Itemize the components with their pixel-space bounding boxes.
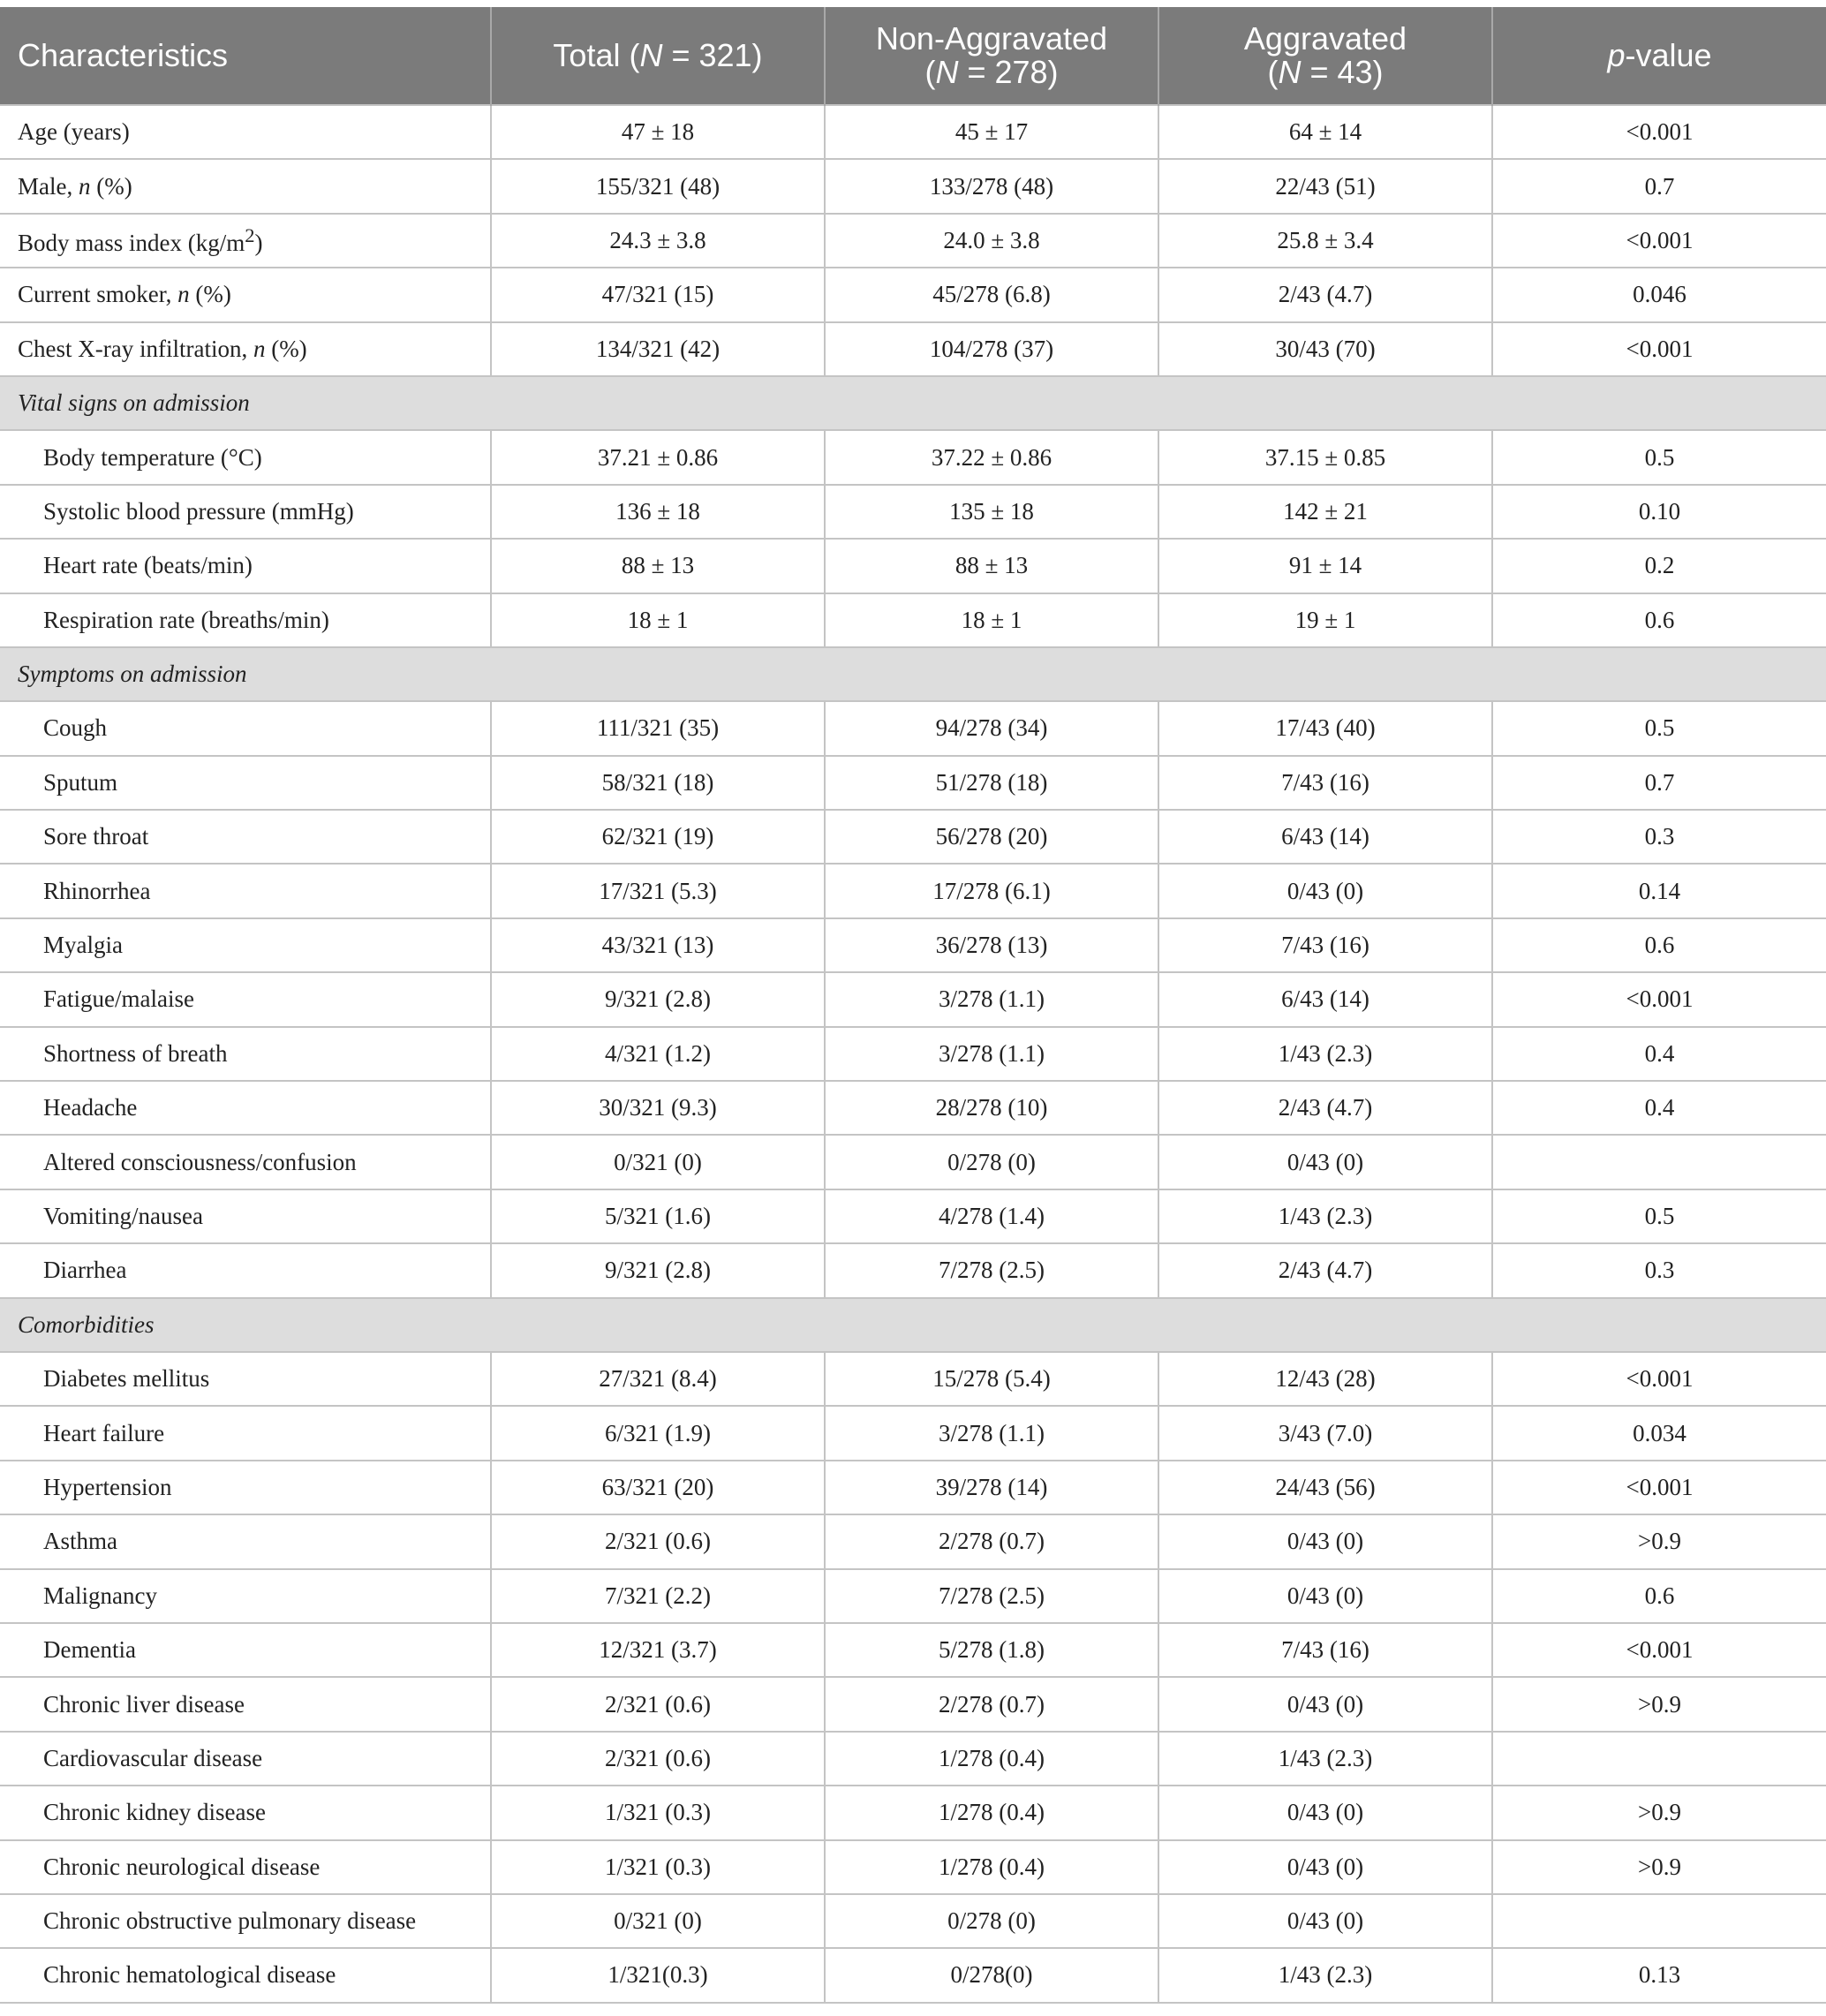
cell-aggravated: 37.15 ± 0.85 bbox=[1158, 430, 1492, 484]
table-row bbox=[0, 1948, 1826, 2002]
row-label: Chronic kidney disease bbox=[0, 1786, 491, 1839]
row-label: Dementia bbox=[0, 1623, 491, 1677]
cell-aggravated: 0/43 (0) bbox=[1158, 1677, 1492, 1731]
cell-total: 37.21 ± 0.86 bbox=[491, 430, 825, 484]
cell-p-value: 0.6 bbox=[1492, 918, 1826, 972]
row-label: Systolic blood pressure (mmHg) bbox=[0, 485, 491, 539]
cell-p-value: <0.001 bbox=[1492, 1461, 1826, 1514]
cell-p-value: 0.7 bbox=[1492, 756, 1826, 810]
cell-aggravated: 0/43 (0) bbox=[1158, 1569, 1492, 1623]
table-row bbox=[0, 593, 1826, 647]
cell-non-aggravated: 37.22 ± 0.86 bbox=[825, 430, 1158, 484]
cell-total: 17/321 (5.3) bbox=[491, 864, 825, 917]
row-label: Cardiovascular disease bbox=[0, 1732, 491, 1786]
cell-p-value: >0.9 bbox=[1492, 1840, 1826, 1894]
cell-non-aggravated: 104/278 (37) bbox=[825, 322, 1158, 376]
header-characteristics: Characteristics bbox=[0, 7, 491, 105]
row-chest-xray bbox=[0, 322, 1826, 376]
cell-total: 5/321 (1.6) bbox=[491, 1189, 825, 1243]
row-label: Heart rate (beats/min) bbox=[0, 539, 491, 593]
characteristics-table bbox=[0, 7, 1826, 2004]
cell-non-aggravated: 56/278 (20) bbox=[825, 810, 1158, 864]
row-label: Fatigue/malaise bbox=[0, 972, 491, 1026]
section-header-row bbox=[0, 647, 1826, 701]
cell-p-value: >0.9 bbox=[1492, 1786, 1826, 1839]
cell-aggravated: 1/43 (2.3) bbox=[1158, 1027, 1492, 1081]
cell-non-aggravated: 7/278 (2.5) bbox=[825, 1569, 1158, 1623]
cell-p-value: 0.3 bbox=[1492, 1243, 1826, 1297]
cell-p-value bbox=[1492, 1894, 1826, 1948]
cell-total: 2/321 (0.6) bbox=[491, 1732, 825, 1786]
cell-total: 1/321(0.3) bbox=[491, 1948, 825, 2002]
cell-p-value: 0.7 bbox=[1492, 159, 1826, 213]
row-label: Hypertension bbox=[0, 1461, 491, 1514]
row-label: Asthma bbox=[0, 1514, 491, 1568]
cell-p-value: 0.5 bbox=[1492, 701, 1826, 755]
cell-p-value: 0.2 bbox=[1492, 539, 1826, 593]
cell-p-value: <0.001 bbox=[1492, 972, 1826, 1026]
row-label: Myalgia bbox=[0, 918, 491, 972]
cell-total: 2/321 (0.6) bbox=[491, 1514, 825, 1568]
cell-total: 155/321 (48) bbox=[491, 159, 825, 213]
cell-aggravated: 22/43 (51) bbox=[1158, 159, 1492, 213]
header-non-aggravated: Non-Aggravated (N = 278) bbox=[825, 7, 1158, 105]
row-male bbox=[0, 159, 1826, 213]
cell-total: 134/321 (42) bbox=[491, 322, 825, 376]
table-row bbox=[0, 1894, 1826, 1948]
cell-total: 0/321 (0) bbox=[491, 1135, 825, 1189]
cell-p-value: >0.9 bbox=[1492, 1677, 1826, 1731]
cell-p-value: 0.5 bbox=[1492, 1189, 1826, 1243]
table-row bbox=[0, 1189, 1826, 1243]
cell-non-aggravated: 28/278 (10) bbox=[825, 1081, 1158, 1135]
cell-aggravated: 7/43 (16) bbox=[1158, 756, 1492, 810]
table-row bbox=[0, 918, 1826, 972]
header-row bbox=[0, 7, 1826, 105]
row-label: Sputum bbox=[0, 756, 491, 810]
cell-non-aggravated: 39/278 (14) bbox=[825, 1461, 1158, 1514]
table-row bbox=[0, 1677, 1826, 1731]
table-row bbox=[0, 1243, 1826, 1297]
header-aggravated: Aggravated (N = 43) bbox=[1158, 7, 1492, 105]
cell-total: 111/321 (35) bbox=[491, 701, 825, 755]
row-label: Chest X-ray infiltration, n (%) bbox=[0, 322, 491, 376]
row-label: Chronic obstructive pulmonary disease bbox=[0, 1894, 491, 1948]
cell-total: 30/321 (9.3) bbox=[491, 1081, 825, 1135]
cell-total: 0/321 (0) bbox=[491, 1894, 825, 1948]
cell-total: 9/321 (2.8) bbox=[491, 1243, 825, 1297]
cell-p-value: 0.13 bbox=[1492, 1948, 1826, 2002]
cell-aggravated: 142 ± 21 bbox=[1158, 485, 1492, 539]
cell-p-value: 0.6 bbox=[1492, 1569, 1826, 1623]
cell-total: 7/321 (2.2) bbox=[491, 1569, 825, 1623]
cell-non-aggravated: 0/278 (0) bbox=[825, 1894, 1158, 1948]
table-row bbox=[0, 1623, 1826, 1677]
cell-aggravated: 6/43 (14) bbox=[1158, 972, 1492, 1026]
cell-total: 43/321 (13) bbox=[491, 918, 825, 972]
cell-non-aggravated: 36/278 (13) bbox=[825, 918, 1158, 972]
row-label: Diarrhea bbox=[0, 1243, 491, 1297]
row-label: Body mass index $(kg/m^2)$ bbox=[0, 214, 491, 268]
cell-p-value: >0.9 bbox=[1492, 1514, 1826, 1568]
table-row bbox=[0, 1081, 1826, 1135]
cell-p-value: <0.001 bbox=[1492, 214, 1826, 268]
row-label: Chronic hematological disease bbox=[0, 1948, 491, 2002]
header-p-value: p-value bbox=[1492, 7, 1826, 105]
table-row bbox=[0, 864, 1826, 917]
cell-non-aggravated: 24.0 ± 3.8 bbox=[825, 214, 1158, 268]
cell-p-value: 0.14 bbox=[1492, 864, 1826, 917]
cell-total: 62/321 (19) bbox=[491, 810, 825, 864]
row-label: Current smoker, n (%) bbox=[0, 268, 491, 321]
cell-aggravated: 2/43 (4.7) bbox=[1158, 1243, 1492, 1297]
row-label: Rhinorrhea bbox=[0, 864, 491, 917]
cell-p-value: 0.4 bbox=[1492, 1027, 1826, 1081]
cell-p-value: <0.001 bbox=[1492, 322, 1826, 376]
table-row bbox=[0, 972, 1826, 1026]
cell-aggravated: 0/43 (0) bbox=[1158, 1135, 1492, 1189]
cell-aggravated: 0/43 (0) bbox=[1158, 864, 1492, 917]
cell-aggravated: 30/43 (70) bbox=[1158, 322, 1492, 376]
cell-non-aggravated: 2/278 (0.7) bbox=[825, 1677, 1158, 1731]
cell-non-aggravated: 88 ± 13 bbox=[825, 539, 1158, 593]
row-label: Chronic neurological disease bbox=[0, 1840, 491, 1894]
cell-non-aggravated: 5/278 (1.8) bbox=[825, 1623, 1158, 1677]
cell-total: 63/321 (20) bbox=[491, 1461, 825, 1514]
cell-aggravated: 1/43 (2.3) bbox=[1158, 1189, 1492, 1243]
cell-aggravated: 7/43 (16) bbox=[1158, 1623, 1492, 1677]
cell-non-aggravated: 18 ± 1 bbox=[825, 593, 1158, 647]
table-row bbox=[0, 1461, 1826, 1514]
cell-non-aggravated: 0/278(0) bbox=[825, 1948, 1158, 2002]
row-label: Vomiting/nausea bbox=[0, 1189, 491, 1243]
cell-p-value bbox=[1492, 1135, 1826, 1189]
cell-aggravated: 7/43 (16) bbox=[1158, 918, 1492, 972]
cell-aggravated: 6/43 (14) bbox=[1158, 810, 1492, 864]
row-label: Age (years) bbox=[0, 105, 491, 159]
table-row bbox=[0, 1514, 1826, 1568]
table-row bbox=[0, 1352, 1826, 1406]
cell-total: 2/321 (0.6) bbox=[491, 1677, 825, 1731]
cell-aggravated: 12/43 (28) bbox=[1158, 1352, 1492, 1406]
cell-aggravated: 0/43 (0) bbox=[1158, 1840, 1492, 1894]
cell-non-aggravated: 3/278 (1.1) bbox=[825, 1406, 1158, 1460]
table-row bbox=[0, 701, 1826, 755]
cell-total: 18 ± 1 bbox=[491, 593, 825, 647]
section-header-row bbox=[0, 1298, 1826, 1352]
table-row bbox=[0, 756, 1826, 810]
cell-p-value: <0.001 bbox=[1492, 105, 1826, 159]
cell-non-aggravated: 51/278 (18) bbox=[825, 756, 1158, 810]
cell-total: 47 ± 18 bbox=[491, 105, 825, 159]
cell-total: 9/321 (2.8) bbox=[491, 972, 825, 1026]
section-title: Vital signs on admission bbox=[0, 376, 1826, 430]
cell-total: 6/321 (1.9) bbox=[491, 1406, 825, 1460]
row-label: Sore throat bbox=[0, 810, 491, 864]
row-current-smoker bbox=[0, 268, 1826, 321]
table-row bbox=[0, 539, 1826, 593]
table-row bbox=[0, 1027, 1826, 1081]
cell-non-aggravated: 15/278 (5.4) bbox=[825, 1352, 1158, 1406]
cell-non-aggravated: 4/278 (1.4) bbox=[825, 1189, 1158, 1243]
cell-non-aggravated: 0/278 (0) bbox=[825, 1135, 1158, 1189]
cell-non-aggravated: 7/278 (2.5) bbox=[825, 1243, 1158, 1297]
row-label: Cough bbox=[0, 701, 491, 755]
cell-non-aggravated: 3/278 (1.1) bbox=[825, 972, 1158, 1026]
cell-total: 4/321 (1.2) bbox=[491, 1027, 825, 1081]
row-label: Body temperature (°C) bbox=[0, 430, 491, 484]
cell-aggravated: 0/43 (0) bbox=[1158, 1786, 1492, 1839]
cell-aggravated: 1/43 (2.3) bbox=[1158, 1732, 1492, 1786]
table-row bbox=[0, 430, 1826, 484]
cell-p-value: 0.5 bbox=[1492, 430, 1826, 484]
cell-total: 58/321 (18) bbox=[491, 756, 825, 810]
cell-total: 27/321 (8.4) bbox=[491, 1352, 825, 1406]
cell-aggravated: 2/43 (4.7) bbox=[1158, 268, 1492, 321]
cell-total: 136 ± 18 bbox=[491, 485, 825, 539]
cell-p-value: 0.4 bbox=[1492, 1081, 1826, 1135]
cell-aggravated: 3/43 (7.0) bbox=[1158, 1406, 1492, 1460]
row-age bbox=[0, 105, 1826, 159]
cell-aggravated: 19 ± 1 bbox=[1158, 593, 1492, 647]
cell-aggravated: 24/43 (56) bbox=[1158, 1461, 1492, 1514]
cell-aggravated: 1/43 (2.3) bbox=[1158, 1948, 1492, 2002]
cell-non-aggravated: 1/278 (0.4) bbox=[825, 1732, 1158, 1786]
row-label: Male, n (%) bbox=[0, 159, 491, 213]
cell-non-aggravated: 1/278 (0.4) bbox=[825, 1840, 1158, 1894]
table-row bbox=[0, 1569, 1826, 1623]
section-header-row bbox=[0, 376, 1826, 430]
cell-total: 47/321 (15) bbox=[491, 268, 825, 321]
row-label: Malignancy bbox=[0, 1569, 491, 1623]
section-title: Comorbidities bbox=[0, 1298, 1826, 1352]
row-label: Respiration rate (breaths/min) bbox=[0, 593, 491, 647]
row-label: Diabetes mellitus bbox=[0, 1352, 491, 1406]
row-label: Shortness of breath bbox=[0, 1027, 491, 1081]
cell-p-value: 0.6 bbox=[1492, 593, 1826, 647]
section-title: Symptoms on admission bbox=[0, 647, 1826, 701]
cell-p-value bbox=[1492, 1732, 1826, 1786]
table-row bbox=[0, 1406, 1826, 1460]
table-row bbox=[0, 485, 1826, 539]
cell-aggravated: 25.8 ± 3.4 bbox=[1158, 214, 1492, 268]
cell-non-aggravated: 17/278 (6.1) bbox=[825, 864, 1158, 917]
table-row bbox=[0, 1135, 1826, 1189]
cell-p-value: 0.046 bbox=[1492, 268, 1826, 321]
cell-non-aggravated: 1/278 (0.4) bbox=[825, 1786, 1158, 1839]
cell-non-aggravated: 45/278 (6.8) bbox=[825, 268, 1158, 321]
cell-aggravated: 2/43 (4.7) bbox=[1158, 1081, 1492, 1135]
cell-p-value: 0.034 bbox=[1492, 1406, 1826, 1460]
cell-non-aggravated: 2/278 (0.7) bbox=[825, 1514, 1158, 1568]
cell-non-aggravated: 45 ± 17 bbox=[825, 105, 1158, 159]
cell-aggravated: 0/43 (0) bbox=[1158, 1514, 1492, 1568]
cell-p-value: <0.001 bbox=[1492, 1352, 1826, 1406]
row-label: Altered consciousness/confusion bbox=[0, 1135, 491, 1189]
cell-total: 12/321 (3.7) bbox=[491, 1623, 825, 1677]
row-label: Chronic liver disease bbox=[0, 1677, 491, 1731]
cell-p-value: 0.3 bbox=[1492, 810, 1826, 864]
cell-non-aggravated: 133/278 (48) bbox=[825, 159, 1158, 213]
table-row bbox=[0, 1732, 1826, 1786]
cell-non-aggravated: 135 ± 18 bbox=[825, 485, 1158, 539]
cell-non-aggravated: 94/278 (34) bbox=[825, 701, 1158, 755]
cell-total: 1/321 (0.3) bbox=[491, 1840, 825, 1894]
header-total: Total (N = 321) bbox=[491, 7, 825, 105]
cell-non-aggravated: 3/278 (1.1) bbox=[825, 1027, 1158, 1081]
cell-aggravated: 91 ± 14 bbox=[1158, 539, 1492, 593]
cell-p-value: 0.10 bbox=[1492, 485, 1826, 539]
cell-p-value: <0.001 bbox=[1492, 1623, 1826, 1677]
cell-total: 24.3 ± 3.8 bbox=[491, 214, 825, 268]
cell-total: 1/321 (0.3) bbox=[491, 1786, 825, 1839]
cell-aggravated: 64 ± 14 bbox=[1158, 105, 1492, 159]
cell-aggravated: 0/43 (0) bbox=[1158, 1894, 1492, 1948]
cell-total: 88 ± 13 bbox=[491, 539, 825, 593]
table-row bbox=[0, 1786, 1826, 1839]
row-label: Headache bbox=[0, 1081, 491, 1135]
cell-aggravated: 17/43 (40) bbox=[1158, 701, 1492, 755]
row-bmi bbox=[0, 214, 1826, 268]
table-row bbox=[0, 810, 1826, 864]
row-label: Heart failure bbox=[0, 1406, 491, 1460]
table-row bbox=[0, 1840, 1826, 1894]
